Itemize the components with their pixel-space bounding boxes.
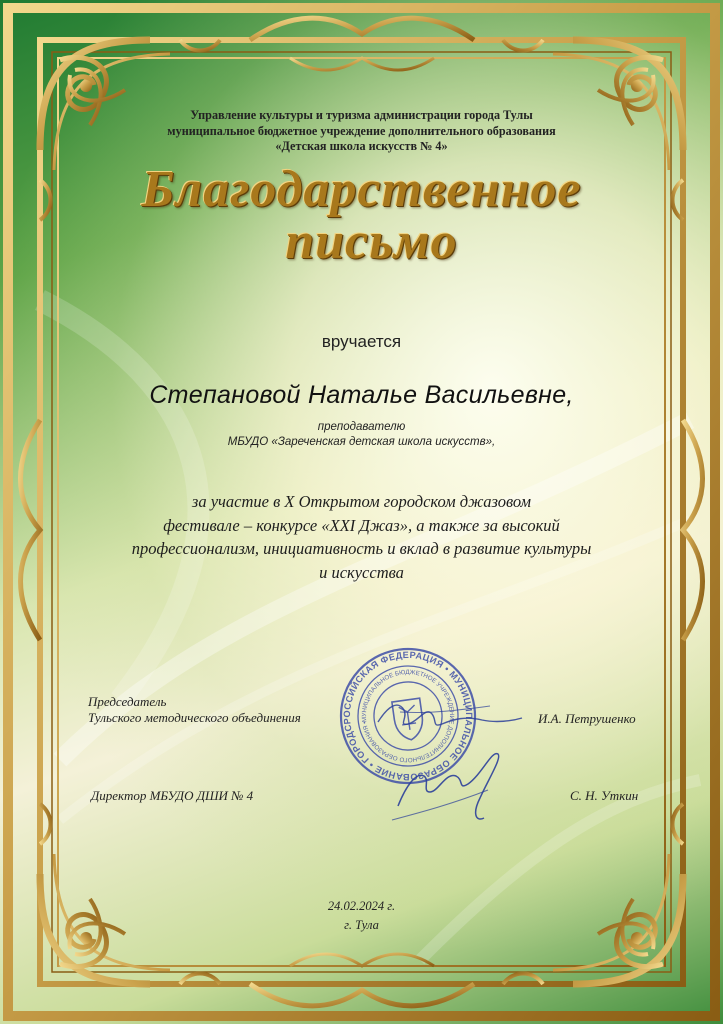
issue-date: 24.02.2024 г. [327, 899, 396, 913]
handed-text: вручается [321, 332, 402, 351]
stamp-outer-text: РОССИЙСКАЯ ФЕДЕРАЦИЯ • МУНИЦИПАЛЬНОЕ ОБРАЗОВАНИЕ • ГОРОДСКОЙ [341, 649, 475, 783]
issuer-line-3: «Детская школа искусств № 4» [275, 139, 448, 153]
issuer-line-1: Управление культуры и туризма администрации города Тулы [190, 108, 533, 122]
role-line-1: преподавателю [317, 421, 406, 433]
stamp-inner-text: МУНИЦИПАЛЬНОЕ БЮДЖЕТНОЕ УЧРЕЖДЕНИЕ ДОПОЛНИТЕЛЬНОГО ОБРАЗОВАНИЯ • [360, 668, 456, 764]
signatory-1-name: И.А. Петрушенко [538, 711, 636, 726]
role-line-2: МБУДО «Зареченская детская школа искусств», [227, 436, 496, 448]
signatory-2-title: Директор МБУДО ДШИ № 4 [91, 788, 254, 803]
signatory-1-title-line-2: Тульского методического объединения [88, 710, 301, 725]
recipient-name: Степановой Наталье Васильевне, [149, 381, 574, 409]
reason-line-4: и искусства [319, 562, 404, 582]
reason-line-3: профессионализм, инициативность и вклад в развитие культуры [131, 539, 592, 559]
reason-line-2: фестивале – конкурсе «XXI Джаз», а также за высокий [163, 515, 560, 535]
issue-city: г. Тула [344, 918, 379, 932]
title-line-2: письмо [285, 213, 458, 270]
title-line-1: Благодарственное [141, 161, 582, 218]
issue-date-block [0, 897, 723, 935]
reason-line-1: за участие в X Открытом городском джазовом [191, 492, 532, 511]
issuer-line-2: муниципальное бюджетное учреждение дополнительного образования [167, 123, 556, 138]
signatory-1-title-line-1: Председатель [88, 694, 167, 709]
signatory-2-name: С. Н. Уткин [570, 788, 639, 803]
